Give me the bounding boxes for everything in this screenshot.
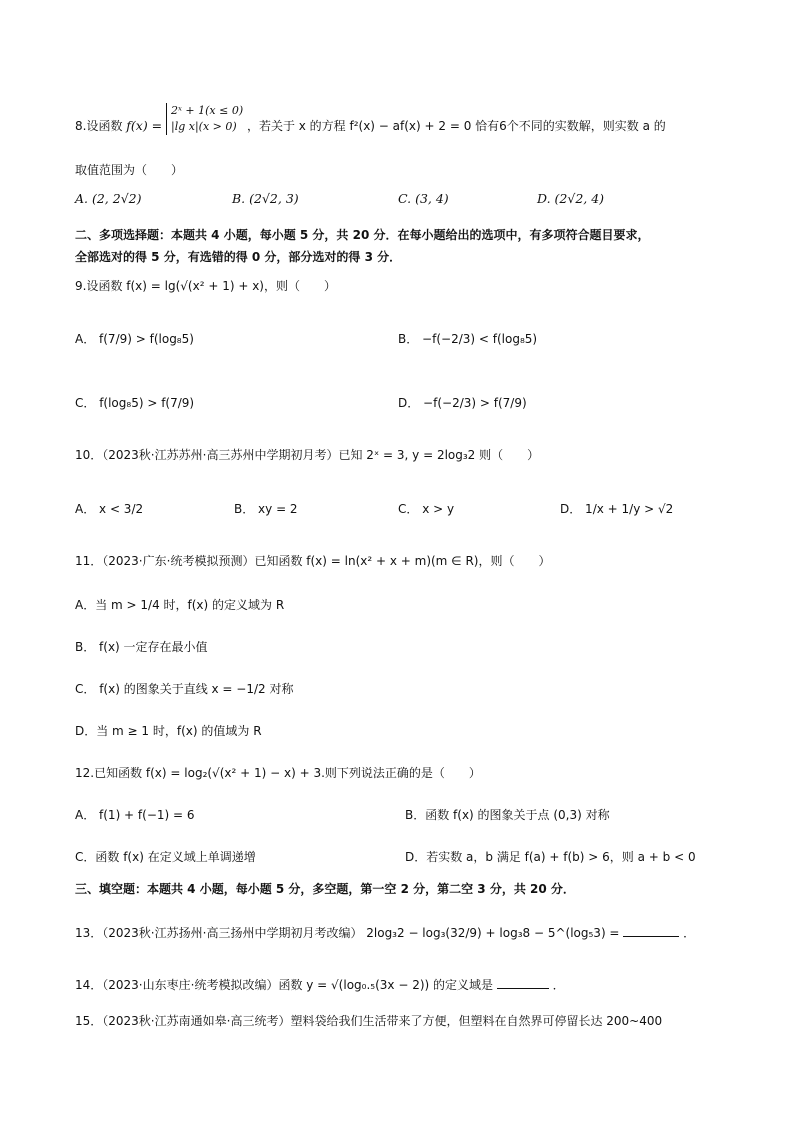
q8-lead: 8.设函数 bbox=[75, 119, 123, 133]
q8-option-b: B. (2√2, 3) bbox=[232, 191, 299, 206]
q8-case2: |lg x|(x > 0) bbox=[171, 119, 237, 133]
q14-stem-line bbox=[75, 976, 565, 994]
q11-option-a: A．当 m > 1/4 时，f(x) 的定义域为 R bbox=[75, 598, 285, 612]
q12-option-b: B．函数 f(x) 的图象关于点 (0,3) 对称 bbox=[405, 808, 610, 822]
q11-option-c: C． f(x) 的图象关于直线 x = −1/2 对称 bbox=[75, 682, 294, 696]
q10-option-c: C． x > y bbox=[398, 502, 455, 516]
q8-text: ，若关于 x 的方程 f²(x) − af(x) + 2 = 0 恰有6个不同的实数解，则实数 a 的 bbox=[246, 119, 666, 133]
q9-option-d: D． −f(−2/3) > f(7/9) bbox=[398, 396, 527, 410]
q9-stem: 9.设函数 f(x) = lg(√(x² + 1) + x)，则（ ） bbox=[75, 279, 336, 293]
q12-option-a: A． f(1) + f(−1) = 6 bbox=[75, 808, 195, 822]
section2-line2: 全部选对的得 5 分，有选错的得 0 分，部分选对的得 3 分． bbox=[75, 250, 402, 264]
q9-option-a: A． f(7/9) > f(log₈5) bbox=[75, 332, 194, 346]
q8-piecewise bbox=[166, 103, 243, 135]
q14-tail: ． bbox=[552, 978, 565, 992]
q13-answer-blank[interactable] bbox=[623, 924, 679, 937]
q11-option-d: D．当 m ≥ 1 时，f(x) 的值域为 R bbox=[75, 724, 262, 738]
q10-option-d: D． 1/x + 1/y > √2 bbox=[560, 502, 674, 516]
q13-stem-line bbox=[75, 924, 695, 942]
q12-option-c: C．函数 f(x) 在定义域上单调递增 bbox=[75, 850, 256, 864]
q8-option-c: C. (3, 4) bbox=[398, 191, 449, 206]
q13-tail: ． bbox=[683, 926, 696, 940]
q10-option-a: A． x < 3/2 bbox=[75, 502, 144, 516]
q9-option-b: B． −f(−2/3) < f(log₈5) bbox=[398, 332, 538, 346]
q8-option-a: A. (2, 2√2) bbox=[75, 191, 142, 206]
section2-line1: 二、多项选择题：本题共 4 小题，每小题 5 分，共 20 分．在每小题给出的选项中，有多项符合题目要求， bbox=[75, 228, 650, 242]
q11-stem: 11．（2023·广东·统考模拟预测）已知函数 f(x) = ln(x² + x + m)(m ∈ R)，则（ ） bbox=[75, 554, 551, 568]
q13-stem: 13．（2023秋·江苏扬州·高三扬州中学期初月考改编） 2log₃2 − log₃(32/9) + log₃8 − 5^(log₅3) = bbox=[75, 926, 620, 940]
q8-stem bbox=[75, 103, 666, 135]
q9-option-c: C． f(log₈5) > f(7/9) bbox=[75, 396, 195, 410]
q12-stem: 12.已知函数 f(x) = log₂(√(x² + 1) − x) + 3.则下列说法正确的是（ ） bbox=[75, 766, 481, 780]
q8-cont: 取值范围为（ ） bbox=[75, 163, 184, 177]
q10-option-b: B． xy = 2 bbox=[234, 502, 298, 516]
q15-stem: 15．（2023秋·江苏南通如皋·高三统考）塑料袋给我们生活带来了方便，但塑料在自然界可停留长达 200~400 bbox=[75, 1014, 663, 1028]
q14-answer-blank[interactable] bbox=[497, 976, 549, 989]
q11-option-b: B． f(x) 一定存在最小值 bbox=[75, 640, 208, 654]
q8-case1: 2ˣ + 1(x ≤ 0) bbox=[171, 103, 244, 117]
q10-stem: 10．（2023秋·江苏苏州·高三苏州中学期初月考）已知 2ˣ = 3, y = 2log₃2 则（ ） bbox=[75, 448, 540, 462]
q8-option-d: D. (2√2, 4) bbox=[537, 191, 605, 206]
section3-line1: 三、填空题：本题共 4 小题，每小题 5 分，多空题，第一空 2 分，第二空 3 分，共 20 分． bbox=[75, 882, 575, 896]
q8-func: f(x) = bbox=[126, 118, 163, 133]
q14-stem: 14．（2023·山东枣庄·统考模拟改编）函数 y = √(log₀.₅(3x − 2)) 的定义域是 bbox=[75, 978, 494, 992]
q12-option-d: D．若实数 a，b 满足 f(a) + f(b) > 6，则 a + b < 0 bbox=[405, 850, 696, 864]
